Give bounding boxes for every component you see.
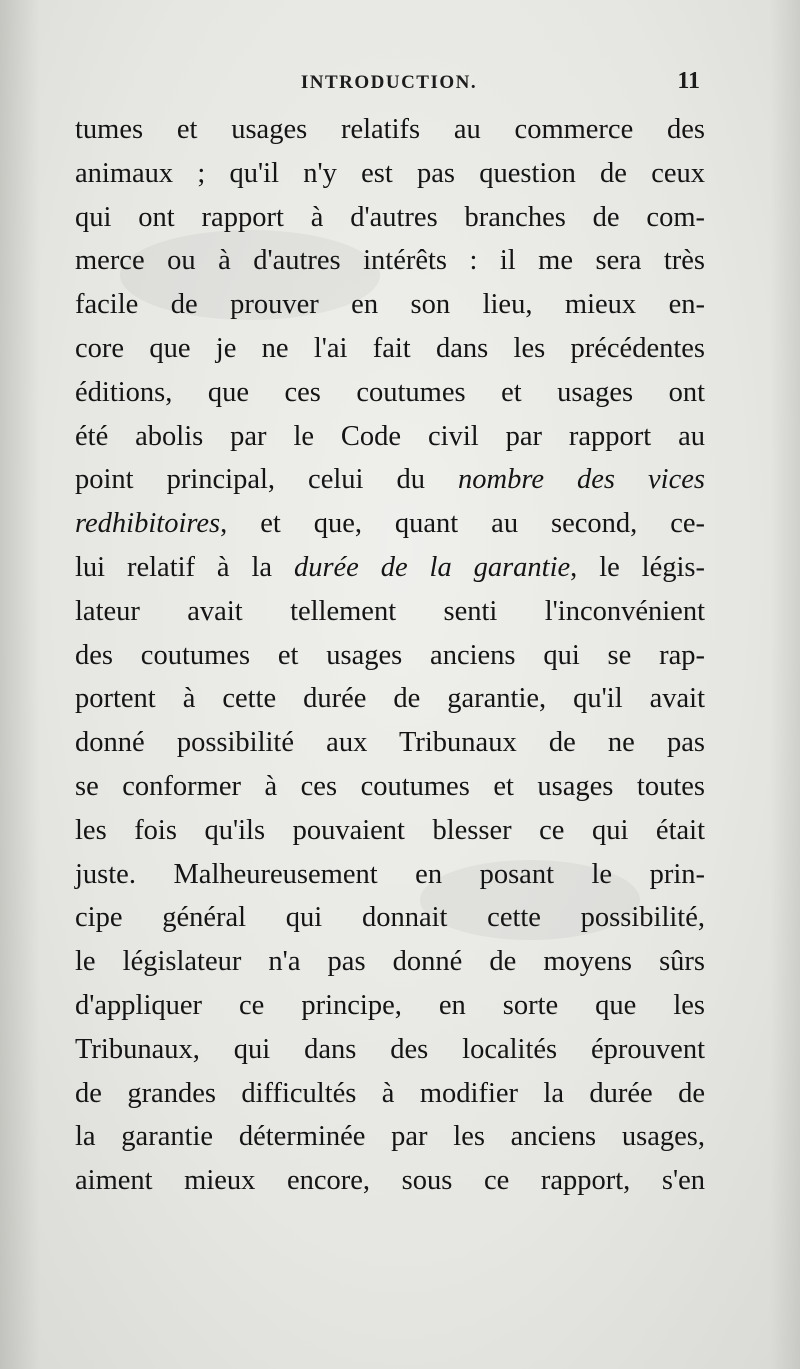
text-line: la garantie déterminée par les anciens usages, — [75, 1121, 705, 1153]
text-line: animaux ; qu'il n'y est pas question de ceux — [75, 157, 705, 189]
text-line: tumes et usages relatifs au commerce des — [75, 114, 705, 145]
running-head: INTRODUCTION. — [300, 72, 478, 93]
text-line: Tribunaux, qui dans des localités éprouvent — [75, 1033, 705, 1065]
text-line: de grandes difficultés à modifier la durée de — [75, 1077, 705, 1109]
text-line: juste. Malheureusement en posant le prin- — [75, 858, 705, 890]
text-line: éditions, que ces coutumes et usages ont — [75, 376, 705, 408]
italic-phrase: redhibitoires — [75, 508, 221, 540]
page-number: 11 — [677, 68, 700, 94]
page-edge-shadow-left — [0, 0, 40, 1369]
text-line: cipe général qui donnait cette possibilité, — [75, 902, 705, 934]
text-line: été abolis par le Code civil par rapport au — [75, 420, 705, 452]
text-line: core que je ne l'ai fait dans les précédentes — [75, 332, 705, 364]
text-line: point principal, celui du nombre des vices — [75, 464, 705, 496]
page-header — [78, 66, 700, 106]
text-line: d'appliquer ce principe, en sorte que les — [75, 989, 705, 1021]
text-line: aiment mieux encore, sous ce rapport, s'en — [75, 1165, 705, 1197]
text-line: lateur avait tellement senti l'inconvénient — [75, 595, 705, 627]
body-text — [75, 108, 705, 1203]
text-line: se conformer à ces coutumes et usages toutes — [75, 770, 705, 802]
text-line: merce ou à d'autres intérêts : il me sera très — [75, 245, 705, 277]
text-line: le législateur n'a pas donné de moyens sûrs — [75, 946, 705, 978]
page-edge-shadow-right — [770, 0, 800, 1369]
text-line: facile de prouver en son lieu, mieux en- — [75, 289, 705, 321]
italic-phrase: durée de la garantie — [293, 551, 571, 583]
italic-phrase: nombre des vices — [457, 464, 705, 496]
text-line: redhibitoires, et que, quant au second, ce- — [75, 508, 705, 540]
text-line: qui ont rapport à d'autres branches de com- — [75, 201, 705, 233]
text-line: des coutumes et usages anciens qui se rap- — [75, 639, 705, 671]
text-line: lui relatif à la durée de la garantie, le légis- — [75, 551, 705, 583]
text-line: les fois qu'ils pouvaient blesser ce qui était — [75, 814, 705, 846]
text-line: donné possibilité aux Tribunaux de ne pas — [75, 727, 705, 759]
text-line: portent à cette durée de garantie, qu'il avait — [75, 683, 705, 715]
